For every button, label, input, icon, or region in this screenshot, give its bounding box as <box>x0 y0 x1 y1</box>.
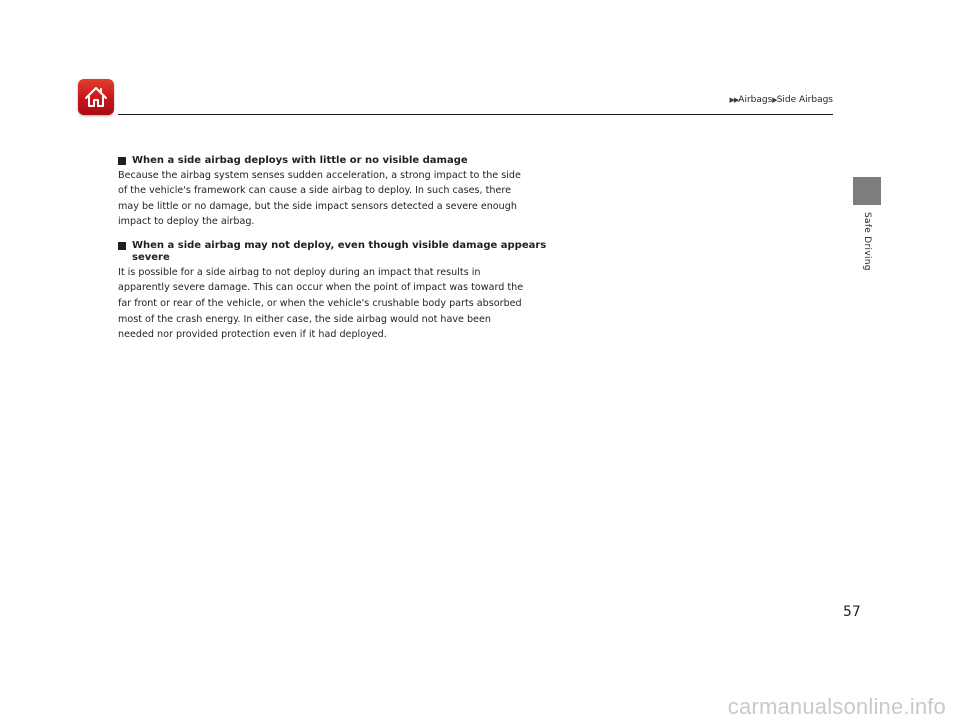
body-line: impact to deploy the airbag. <box>118 216 255 228</box>
chapter-tab[interactable] <box>853 177 881 205</box>
heading-line: When a side airbag may not deploy, even though visible damage appears <box>132 239 547 251</box>
chapter-label: Safe Driving <box>862 212 872 271</box>
section-heading-text <box>132 240 546 265</box>
body-line: Because the airbag system senses sudden acceleration, a strong impact to the side <box>118 169 521 181</box>
heading-square-icon <box>118 157 126 165</box>
section-body <box>118 168 558 230</box>
body-line: apparently severe damage. This can occur when the point of impact was toward the <box>118 282 524 294</box>
heading-square-icon <box>118 242 126 250</box>
breadcrumb-arrow-icon: ▶ <box>772 96 777 104</box>
breadcrumb-arrow-icon: ▶▶ <box>729 96 739 104</box>
body-line: far front or rear of the vehicle, or when the vehicle's crushable body parts absorbed <box>118 298 522 310</box>
body-line: may be little or no damage, but the side impact sensors detected a severe enough <box>118 200 517 212</box>
body-line: of the vehicle's framework can cause a side airbag to deploy. In such cases, there <box>118 185 512 197</box>
section-heading <box>118 240 558 265</box>
page-number: 57 <box>843 604 861 620</box>
section-heading-text: When a side airbag deploys with little or no visible damage <box>132 155 468 166</box>
watermark: carmanualsonline.info <box>727 694 946 719</box>
breadcrumb-current: Side Airbags <box>776 95 833 105</box>
home-icon <box>82 83 110 111</box>
body-line: It is possible for a side airbag to not deploy during an impact that results in <box>118 266 481 278</box>
header-divider <box>118 114 833 115</box>
breadcrumb-airbags-link[interactable]: Airbags <box>738 95 773 105</box>
main-content <box>118 155 558 353</box>
section-side-airbag-deploys <box>118 155 558 230</box>
section-heading <box>118 155 558 168</box>
section-side-airbag-may-not-deploy <box>118 240 558 343</box>
section-body <box>118 265 558 343</box>
body-line: needed nor provided protection even if it had deployed. <box>118 329 387 341</box>
body-line: most of the crash energy. In either case, the side airbag would not have been <box>118 313 491 325</box>
heading-line: severe <box>132 252 170 264</box>
breadcrumb <box>730 94 833 106</box>
home-button[interactable] <box>78 79 114 115</box>
